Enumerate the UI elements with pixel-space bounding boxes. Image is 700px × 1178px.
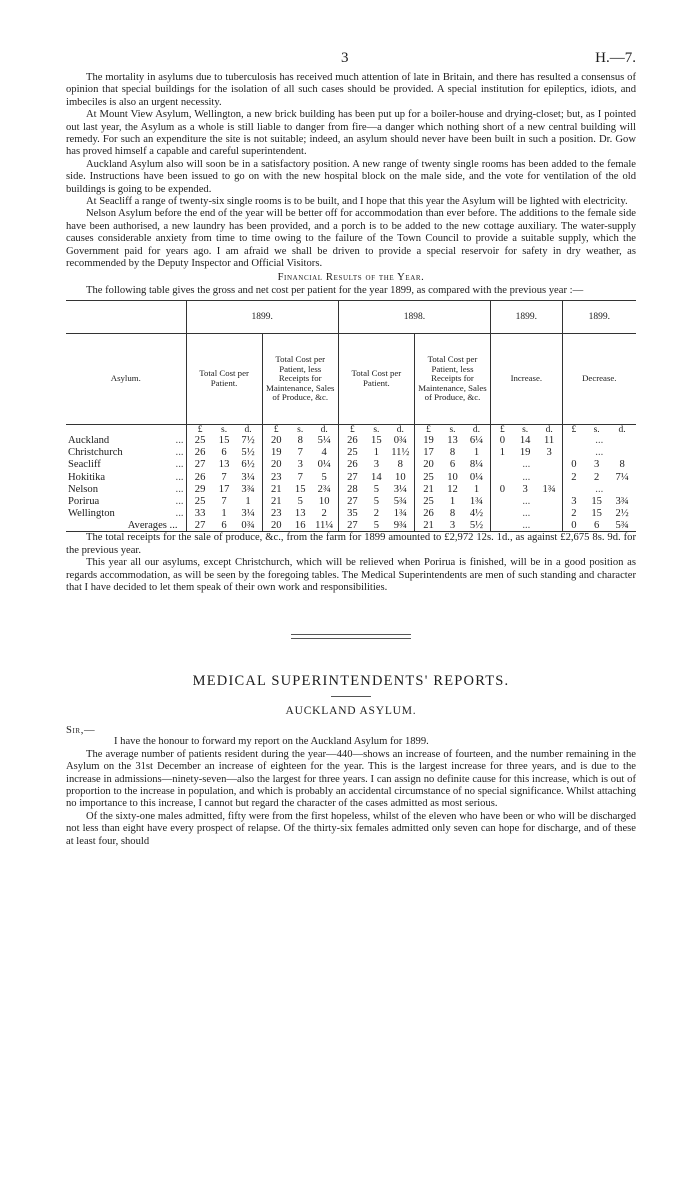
paragraph: The mortality in asylums due to tuberculosis has received much attention of late in Britain, and there has resulted a consensus of opinion that special buildings for the isolation of all such cases should be provided. A special institution for epileptics, idiots, and imbeciles is also an urgent necessity.	[66, 72, 636, 108]
amount-cell: 19	[262, 447, 290, 459]
amount-cell: 13	[447, 434, 458, 446]
column-header-decrease: Decrease.	[562, 333, 636, 424]
amount-cell: 4	[321, 447, 327, 459]
asylum-name-cell	[66, 435, 186, 447]
asylum-name: Wellington	[68, 508, 115, 520]
amount-cell: 5¾	[393, 495, 407, 507]
amount-cell: 19	[414, 435, 442, 447]
amount-cell: 3	[522, 483, 528, 495]
asylum-name: Christchurch	[68, 447, 123, 459]
paragraph: At Mount View Asylum, Wellington, a new brick building has been put up for a boiler-house and drying-closet; but, as I pointed out last year, the Asylum as a whole is still liable to danger from fire—a danger which nothing short of a new central building will remedy. For such an expenditure the site is not suitable; indeed, an asylum should never have been built in such a position. Dr. Gow has proved himself a capable and careful superintendent.	[66, 109, 636, 158]
amount-cell: 27	[338, 496, 366, 508]
paragraph: Of the sixty-one males admitted, fifty were from the first hopeless, whilst of the eleven who have been or who will be discharged not less than eight have every prospect of relapse. Of the thirty-six females admitted only seven can hope for discharge, and of these at least four, should	[66, 810, 636, 847]
currency-unit-label: d.	[472, 424, 481, 435]
amount-cell: 7½	[241, 434, 255, 446]
amount-cell: 1	[221, 508, 227, 520]
currency-unit-label: £	[414, 424, 442, 435]
leader-dots: ...	[175, 459, 184, 471]
amount-cell: 17	[414, 447, 442, 459]
amount-cell: 5½	[241, 447, 255, 459]
currency-unit-label: d.	[320, 424, 328, 435]
paragraph: I have the honour to forward my report on the Auckland Asylum for 1899.	[114, 736, 429, 748]
amount-cell: 5	[373, 495, 379, 507]
year-header: 1899.	[186, 300, 338, 333]
amount-cell: 25	[186, 496, 214, 508]
amount-cell: 27	[186, 459, 214, 471]
amount-cell: 0	[562, 459, 585, 471]
amount-cell: 7	[221, 471, 227, 483]
amount-cell: 25	[186, 435, 214, 447]
column-header-total-cost: Total Cost per Patient.	[338, 333, 414, 424]
currency-unit-label: s.	[221, 424, 228, 435]
column-header-total-cost: Total Cost per Patient.	[186, 333, 262, 424]
amount-cell: 7	[221, 495, 227, 507]
currency-unit-label: s.	[593, 424, 600, 435]
amount-cell: 8	[449, 508, 456, 520]
amount-cell: 9¾	[387, 520, 415, 532]
post-table-section	[66, 532, 636, 594]
amount-cell: 2	[594, 471, 600, 483]
page-number: 3	[341, 50, 349, 66]
currency-unit-label: £	[491, 424, 514, 435]
amount-cell: 2	[373, 508, 379, 520]
financial-table	[66, 300, 636, 532]
amount-cell: 20	[262, 459, 290, 471]
table-row	[66, 484, 636, 496]
empty-cell: ...	[562, 484, 636, 496]
amount-cell: 2	[562, 472, 585, 484]
asylum-name-cell	[66, 508, 186, 520]
amount-cell: 13	[294, 508, 306, 520]
paragraph: At Seacliff a range of twenty-six single rooms is to be built, and I hope that this year the Asylum will be lighted with electricity.	[86, 196, 628, 208]
amount-cell: 5	[297, 495, 303, 507]
amount-cell: 10	[447, 471, 458, 483]
amount-cell: 5	[373, 483, 379, 495]
currency-unit-label: d.	[545, 424, 553, 435]
leader-dots: ...	[175, 483, 184, 495]
amount-cell: 15	[371, 434, 382, 446]
amount-cell: 19	[519, 447, 531, 459]
amount-cell: 8	[449, 447, 456, 459]
intro-section	[66, 72, 636, 271]
amount-cell: 0	[491, 435, 514, 447]
amount-cell: 25	[338, 447, 366, 459]
amount-cell: 26	[186, 472, 214, 484]
amount-cell: 6½	[241, 459, 255, 471]
table-row	[66, 472, 636, 484]
amount-cell: 15	[294, 483, 306, 495]
year-header: 1899.	[491, 300, 563, 333]
currency-unit-label: s.	[522, 424, 529, 435]
amount-cell: 1¾	[542, 483, 556, 495]
amount-cell: 6	[214, 520, 235, 532]
asylum-name-cell	[66, 496, 186, 508]
amount-cell: 1¾	[393, 508, 407, 520]
amount-cell: 35	[338, 508, 366, 520]
currency-unit-label: s.	[297, 424, 304, 435]
amount-cell: 0¾	[393, 434, 407, 446]
amount-cell: 1	[449, 495, 456, 507]
amount-cell: 5¼	[317, 434, 331, 446]
amount-cell: 0¼	[469, 471, 484, 483]
currency-unit-label: s.	[449, 424, 456, 435]
asylum-name-cell	[66, 472, 186, 484]
empty-cell: ...	[491, 520, 563, 532]
asylum-header-spacer	[66, 300, 186, 333]
amount-cell: 27	[186, 520, 214, 532]
amount-cell: 11½	[391, 447, 410, 459]
leader-dots: ...	[175, 495, 184, 507]
amount-cell: 5	[321, 471, 327, 483]
amount-cell: 2½	[615, 508, 629, 520]
empty-cell: ...	[491, 472, 563, 484]
asylum-name-cell	[66, 484, 186, 496]
year-header: 1898.	[338, 300, 490, 333]
table-row	[66, 496, 636, 508]
amount-cell: 15	[591, 495, 602, 507]
amount-cell: 5¾	[608, 520, 636, 532]
amount-cell: 3	[562, 496, 585, 508]
amount-cell: 4½	[469, 508, 484, 520]
amount-cell: 0	[491, 484, 514, 496]
amount-cell: 5½	[463, 520, 491, 532]
amount-cell: 1	[245, 495, 251, 507]
leader-dots: ...	[175, 434, 184, 446]
amount-cell: 1	[491, 447, 514, 459]
amount-cell: 28	[338, 484, 366, 496]
column-header-increase: Increase.	[491, 333, 563, 424]
amount-cell: 11	[544, 434, 555, 446]
column-header-net-cost: Total Cost per Patient, less Receipts for Maintenance, Sales of Produce, &c.	[414, 333, 490, 424]
leader-dots: ...	[175, 508, 184, 520]
empty-cell: ...	[491, 459, 563, 471]
reports-title: MEDICAL SUPERINTENDENTS' REPORTS.	[192, 673, 510, 690]
asylum-name: Porirua	[68, 495, 100, 507]
year-header: 1899.	[562, 300, 636, 333]
amount-cell: 15	[218, 434, 230, 446]
amount-cell: 17	[218, 483, 230, 495]
paragraph: Nelson Asylum before the end of the year will be better off for accommodation than ever before. The additions to the female side have been authorised, a new laundry has been provided, and a porch is to be added to the new cottage auxiliary. The water-supply causes considerable anxiety from time to time owing to the failure of the Town Council to provide a suitable supply, which the Government paid for years ago. I am afraid we shall be driven to provide a special reservoir for safety in dry weather, as recommended by the Deputy Inspector and Official Visitors.	[66, 208, 636, 270]
averages-row	[66, 520, 636, 532]
amount-cell: 7	[297, 447, 303, 459]
amount-cell: 3¼	[393, 483, 407, 495]
amount-cell: 10	[318, 495, 330, 507]
page-header	[66, 50, 636, 72]
amount-cell: 3¾	[241, 483, 255, 495]
amount-cell: 1	[473, 483, 480, 495]
amount-cell: 27	[338, 472, 366, 484]
asylum-name: Hokitika	[68, 471, 106, 483]
currency-unit-label: d.	[618, 424, 626, 435]
amount-cell: 7¼	[615, 471, 629, 483]
amount-cell: 1¾	[469, 495, 484, 507]
divider	[331, 696, 371, 697]
amount-cell: 20	[262, 435, 290, 447]
amount-cell: 1	[473, 447, 480, 459]
amount-cell: 26	[338, 435, 366, 447]
table-row	[66, 459, 636, 471]
amount-cell: 3	[373, 459, 379, 471]
currency-unit-label: £	[338, 424, 366, 435]
amount-cell: 8	[397, 459, 403, 471]
amount-cell: 29	[186, 484, 214, 496]
asylum-name: Auckland	[68, 434, 110, 446]
amount-cell: 15	[591, 508, 602, 520]
empty-cell: ...	[562, 447, 636, 459]
amount-cell: 26	[186, 447, 214, 459]
amount-cell: 8	[619, 459, 625, 471]
amount-cell: 21	[414, 520, 442, 532]
amount-cell: 21	[262, 496, 290, 508]
amount-cell: 14	[371, 471, 382, 483]
currency-unit-label: d.	[396, 424, 404, 435]
amount-cell: 1	[373, 447, 379, 459]
amount-cell: 3	[297, 459, 303, 471]
paragraph: Auckland Asylum also will soon be in a satisfactory position. A new range of twenty single rooms has been added to the female side. Instructions have been issued to go on with the new hospital block on the male side, and the vote for ventilation of the old buildings is going to be expended.	[66, 158, 636, 195]
amount-cell: 33	[186, 508, 214, 520]
amount-cell: 3¼	[241, 471, 255, 483]
empty-cell: ...	[562, 435, 636, 447]
asylum-name: Nelson	[68, 483, 99, 495]
amount-cell: 23	[262, 472, 290, 484]
amount-cell: 3	[546, 447, 552, 459]
amount-cell: 0¾	[234, 520, 262, 532]
amount-cell: 2¾	[317, 483, 331, 495]
amount-cell: 27	[338, 520, 366, 532]
financial-intro: The following table gives the gross and net cost per patient for the year 1899, as compared with the previous year :—	[86, 284, 584, 296]
currency-unit-label: £	[186, 424, 214, 435]
series-number: H.—7.	[595, 50, 636, 66]
amount-cell: 20	[414, 459, 442, 471]
amount-cell: 3	[594, 459, 600, 471]
amount-cell: 0¼	[317, 459, 331, 471]
empty-cell: ...	[491, 496, 563, 508]
amount-cell: 11¼	[311, 520, 339, 532]
averages-label: Averages ...	[66, 520, 186, 532]
amount-cell: 6	[221, 447, 227, 459]
amount-cell: 0	[562, 520, 585, 532]
financial-results-title: Financial Results of the Year.	[277, 271, 425, 283]
amount-cell: 12	[447, 483, 458, 495]
divider	[291, 634, 411, 635]
amount-cell: 13	[218, 459, 230, 471]
amount-cell: 6	[585, 520, 608, 532]
paragraph: The average number of patients resident during the year—440—shows an increase of fourteen, and the number remaining in the Asylum on the 31st December an increase of eighteen for the year. This is the largest increase for three years, and is due to the increase in admissions—ninety-seven—also the largest for three years. I can assign no definite cause for this increase, which is out of proportion to the increase in population, and which is probably an accidental circumstance of no special significance. Whilst attaching no importance to this increase, I cannot but regard the character of the cases admitted as most serious.	[66, 748, 636, 810]
amount-cell: 3¼	[241, 508, 255, 520]
divider	[291, 638, 411, 639]
amount-cell: 16	[290, 520, 311, 532]
amount-cell: 8	[297, 434, 303, 446]
currency-unit-label: £	[262, 424, 290, 435]
table-row	[66, 508, 636, 520]
paragraph: The total receipts for the sale of produce, &c., from the farm for 1899 amounted to £2,972 12s. 1d., as against £2,675 8s. 9d. for the previous year.	[66, 532, 636, 556]
amount-cell: 6¼	[469, 434, 484, 446]
amount-cell: 23	[262, 508, 290, 520]
table-row	[66, 447, 636, 459]
paragraph: This year all our asylums, except Christchurch, which will be relieved when Porirua is finished, will be in a good position as regards accommodation, as will be seen by the foregoing tables. The Medical Superintendents are men of such standing and character that I have decided to let them speak of their own work and responsibilities.	[66, 557, 636, 593]
salutation: Sir,—	[66, 725, 96, 737]
amount-cell: 20	[262, 520, 290, 532]
asylum-name-cell	[66, 459, 186, 471]
column-header-net-cost: Total Cost per Patient, less Receipts for Maintenance, Sales of Produce, &c.	[262, 333, 338, 424]
amount-cell: 3¾	[615, 495, 629, 507]
asylum-report-title: AUCKLAND ASYLUM.	[285, 705, 417, 718]
currency-unit-label: s.	[373, 424, 380, 435]
amount-cell: 26	[338, 459, 366, 471]
amount-cell: 5	[366, 520, 387, 532]
amount-cell: 26	[414, 508, 442, 520]
table-row	[66, 435, 636, 447]
asylum-name: Seacliff	[68, 459, 101, 471]
amount-cell: 21	[262, 484, 290, 496]
empty-cell: ...	[491, 508, 563, 520]
leader-dots: ...	[175, 447, 184, 459]
amount-cell: 10	[395, 471, 406, 483]
amount-cell: 6	[449, 459, 456, 471]
column-header-asylum: Asylum.	[66, 333, 186, 424]
document-page	[66, 50, 636, 848]
amount-cell: 21	[414, 484, 442, 496]
amount-cell: 8¼	[469, 459, 484, 471]
currency-unit-label: £	[562, 424, 585, 435]
amount-cell: 2	[562, 508, 585, 520]
currency-unit-label: d.	[244, 424, 252, 435]
asylum-name-cell	[66, 447, 186, 459]
amount-cell: 7	[297, 471, 303, 483]
amount-cell: 25	[414, 496, 442, 508]
amount-cell: 3	[442, 520, 463, 532]
amount-cell: 14	[519, 434, 531, 446]
leader-dots: ...	[175, 471, 184, 483]
amount-cell: 25	[414, 472, 442, 484]
amount-cell: 2	[321, 508, 327, 520]
